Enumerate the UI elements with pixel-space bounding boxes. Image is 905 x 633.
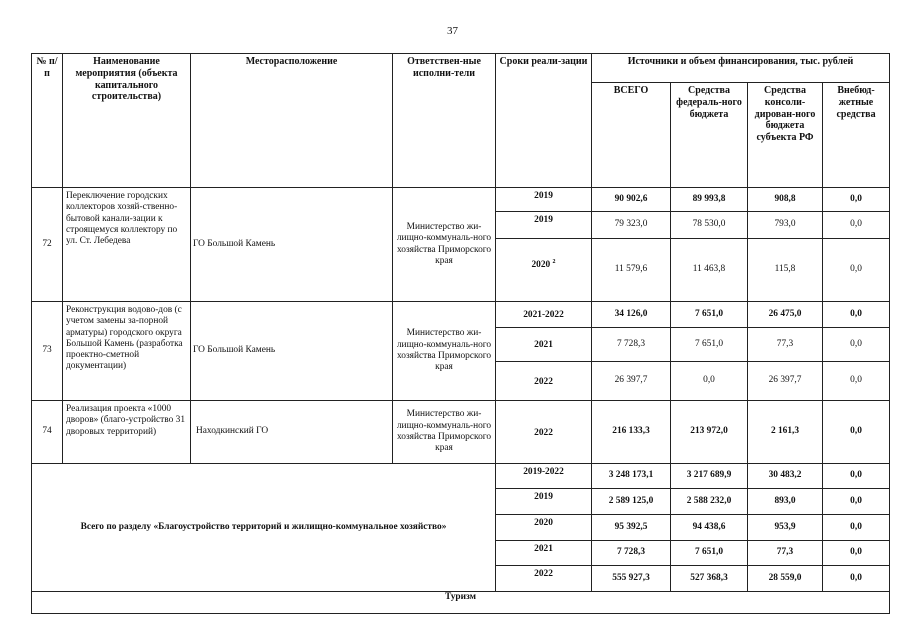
cell-total: 3 248 173,1	[592, 464, 671, 489]
row-name: Реализация проекта «1000 дворов» (благо-устройство 31 дворовых территорий)	[63, 401, 191, 464]
header-responsible: Ответствен-ные исполни-тели	[393, 54, 496, 188]
cell-total: 216 133,3	[592, 401, 671, 464]
header-num: № п/п	[32, 54, 63, 188]
cell-federal: 7 651,0	[671, 302, 748, 328]
cell-federal: 94 438,6	[671, 515, 748, 541]
cell-federal: 11 463,8	[671, 239, 748, 302]
row-period: 2022	[496, 362, 592, 401]
header-location: Месторасположение	[191, 54, 393, 188]
row-location: ГО Большой Камень	[191, 188, 393, 302]
cell-total: 79 323,0	[592, 212, 671, 239]
cell-total: 555 927,3	[592, 566, 671, 592]
cell-extra: 0,0	[823, 328, 890, 362]
row-period: 2022	[496, 566, 592, 592]
row-period: 2021	[496, 541, 592, 566]
header-sources: Источники и объем финансирования, тыс. рублей	[592, 54, 890, 83]
cell-consolidated: 793,0	[748, 212, 823, 239]
cell-total: 26 397,7	[592, 362, 671, 401]
cell-consolidated: 115,8	[748, 239, 823, 302]
row-responsible: Министерство жи-лищно-коммуналь-ного хозяйства Приморского края	[393, 302, 496, 401]
row-period: 2020	[496, 515, 592, 541]
header-name: Наименование мероприятия (объекта капитального строительства)	[63, 54, 191, 188]
section-heading-row	[32, 592, 890, 614]
cell-federal: 213 972,0	[671, 401, 748, 464]
section-total-label: Всего по разделу «Благоустройство территорий и жилищно-коммунальное хозяйство»	[32, 464, 496, 592]
cell-consolidated: 26 397,7	[748, 362, 823, 401]
cell-federal: 7 651,0	[671, 541, 748, 566]
table-row	[32, 401, 890, 464]
period-text: 2020	[531, 260, 551, 271]
cell-consolidated: 953,9	[748, 515, 823, 541]
cell-extra: 0,0	[823, 566, 890, 592]
row-period: 2021	[496, 328, 592, 362]
cell-extra: 0,0	[823, 515, 890, 541]
row-period: 2021-2022	[496, 302, 592, 328]
row-period	[496, 239, 592, 302]
table-header	[32, 54, 890, 188]
cell-federal: 3 217 689,9	[671, 464, 748, 489]
cell-total: 11 579,6	[592, 239, 671, 302]
table-row	[32, 188, 890, 212]
cell-extra: 0,0	[823, 188, 890, 212]
table-row	[32, 302, 890, 328]
cell-consolidated: 28 559,0	[748, 566, 823, 592]
section-total-row	[32, 464, 890, 489]
header-consolidated: Средства консоли-дирован-ного бюджета субъекта РФ	[748, 83, 823, 188]
cell-federal: 7 651,0	[671, 328, 748, 362]
financing-table	[31, 53, 890, 614]
cell-consolidated: 26 475,0	[748, 302, 823, 328]
cell-total: 90 902,6	[592, 188, 671, 212]
page-number: 37	[447, 25, 458, 37]
row-period: 2019	[496, 489, 592, 515]
cell-total: 95 392,5	[592, 515, 671, 541]
row-responsible: Министерство жи-лищно-коммуналь-ного хозяйства Приморского края	[393, 401, 496, 464]
row-number: 74	[32, 401, 63, 464]
row-period: 2019-2022	[496, 464, 592, 489]
header-federal: Средства федераль-ного бюджета	[671, 83, 748, 188]
cell-federal: 527 368,3	[671, 566, 748, 592]
table-body	[32, 188, 890, 614]
row-period: 2019	[496, 212, 592, 239]
cell-extra: 0,0	[823, 362, 890, 401]
cell-consolidated: 77,3	[748, 541, 823, 566]
cell-extra: 0,0	[823, 239, 890, 302]
header-period: Сроки реали-зации	[496, 54, 592, 188]
section-heading: Туризм	[32, 592, 890, 614]
cell-extra: 0,0	[823, 302, 890, 328]
cell-total: 7 728,3	[592, 541, 671, 566]
header-total: ВСЕГО	[592, 83, 671, 188]
cell-federal: 78 530,0	[671, 212, 748, 239]
cell-extra: 0,0	[823, 212, 890, 239]
cell-consolidated: 2 161,3	[748, 401, 823, 464]
cell-consolidated: 77,3	[748, 328, 823, 362]
row-location: ГО Большой Камень	[191, 302, 393, 401]
row-name: Переключение городских коллекторов хозяй-ственно-бытовой канали-зации к строящемуся коллектору по ул. Ст. Лебедева	[63, 188, 191, 302]
row-responsible: Министерство жи-лищно-коммуналь-ного хозяйства Приморского края	[393, 188, 496, 302]
row-name: Реконструкция водово-дов (с учетом замены за-порной арматуры) городского округа Большой Камень (разработка проектно-сметной документации)	[63, 302, 191, 401]
cell-consolidated: 893,0	[748, 489, 823, 515]
cell-extra: 0,0	[823, 541, 890, 566]
cell-federal: 2 588 232,0	[671, 489, 748, 515]
row-period: 2019	[496, 188, 592, 212]
row-number: 73	[32, 302, 63, 401]
header-extra: Внебюд-жетные средства	[823, 83, 890, 188]
cell-consolidated: 908,8	[748, 188, 823, 212]
cell-total: 34 126,0	[592, 302, 671, 328]
cell-extra: 0,0	[823, 401, 890, 464]
cell-federal: 0,0	[671, 362, 748, 401]
cell-extra: 0,0	[823, 489, 890, 515]
cell-total: 2 589 125,0	[592, 489, 671, 515]
footnote-mark: 2	[552, 259, 556, 265]
row-location: Находкинский ГО	[191, 401, 393, 464]
cell-consolidated: 30 483,2	[748, 464, 823, 489]
cell-extra: 0,0	[823, 464, 890, 489]
cell-federal: 89 993,8	[671, 188, 748, 212]
row-number: 72	[32, 188, 63, 302]
cell-total: 7 728,3	[592, 328, 671, 362]
row-period: 2022	[496, 401, 592, 464]
